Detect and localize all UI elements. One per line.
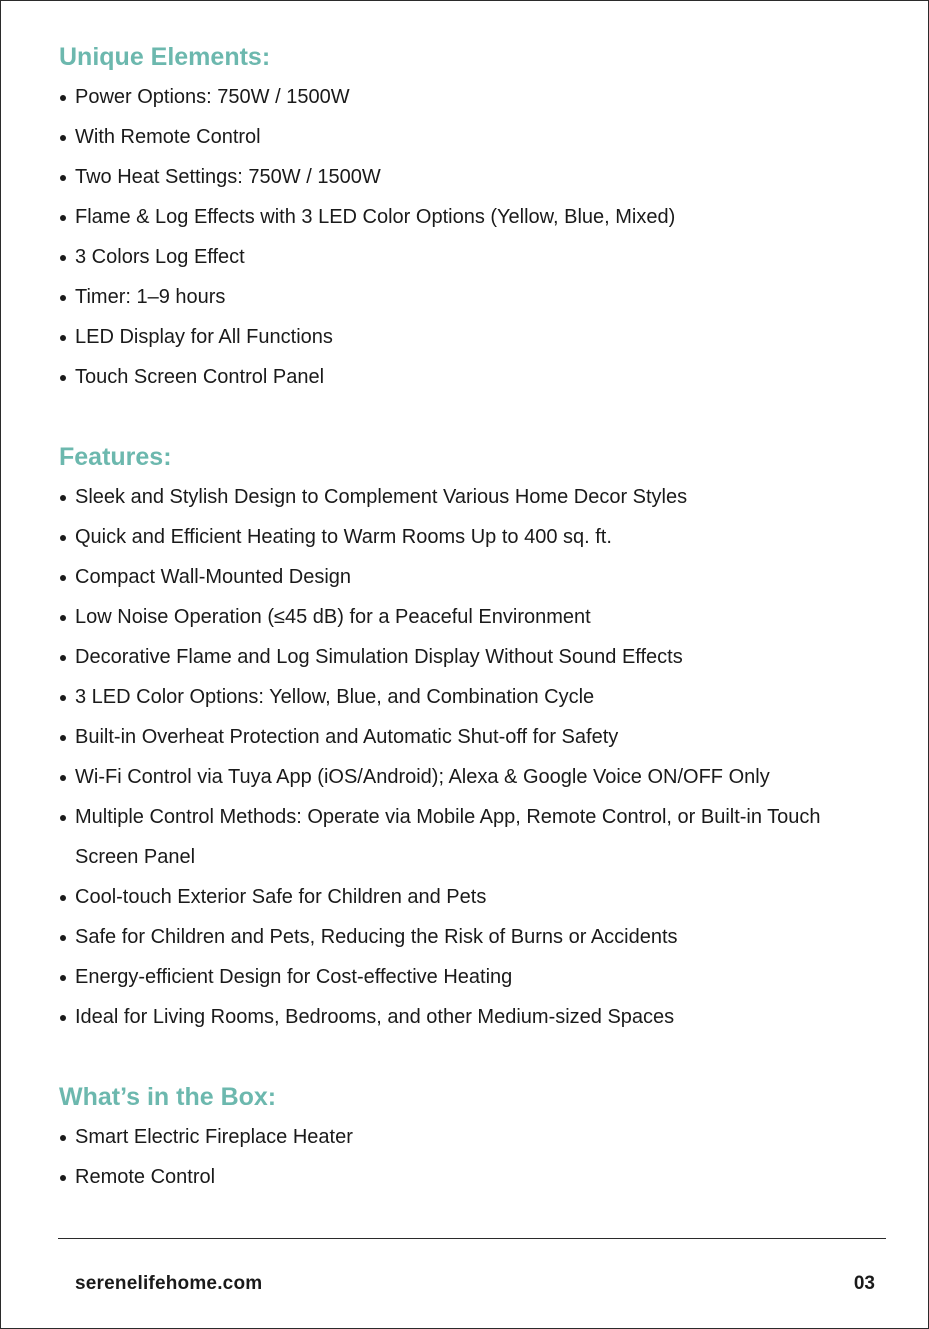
footer-divider [58, 1238, 886, 1239]
footer-website: serenelifehome.com [75, 1273, 263, 1294]
list-item: Timer: 1–9 hours [59, 277, 879, 317]
list-item: Energy-efficient Design for Cost-effective Heating [59, 957, 879, 997]
list-item: Decorative Flame and Log Simulation Display Without Sound Effects [59, 637, 879, 677]
list-item: Flame & Log Effects with 3 LED Color Options (Yellow, Blue, Mixed) [59, 197, 879, 237]
list-item: Low Noise Operation (≤45 dB) for a Peaceful Environment [59, 597, 879, 637]
list-item: Two Heat Settings: 750W / 1500W [59, 157, 879, 197]
list-item: Safe for Children and Pets, Reducing the Risk of Burns or Accidents [59, 917, 879, 957]
whats-in-the-box-heading: What’s in the Box: [59, 1083, 277, 1111]
list-item: LED Display for All Functions [59, 317, 879, 357]
list-item: Wi-Fi Control via Tuya App (iOS/Android); Alexa & Google Voice ON/OFF Only [59, 757, 879, 797]
whats-in-the-box-list [59, 1117, 879, 1197]
features-heading: Features: [59, 443, 172, 471]
unique-elements-list [59, 77, 879, 397]
features-list [59, 477, 879, 1037]
unique-elements-section [59, 37, 879, 397]
list-item: 3 LED Color Options: Yellow, Blue, and Combination Cycle [59, 677, 879, 717]
page-number: 03 [853, 1273, 875, 1294]
list-item: Sleek and Stylish Design to Complement Various Home Decor Styles [59, 477, 879, 517]
list-item: Power Options: 750W / 1500W [59, 77, 879, 117]
list-item: Quick and Efficient Heating to Warm Rooms Up to 400 sq. ft. [59, 517, 879, 557]
list-item: Ideal for Living Rooms, Bedrooms, and other Medium-sized Spaces [59, 997, 879, 1037]
list-item: Built-in Overheat Protection and Automatic Shut-off for Safety [59, 717, 879, 757]
list-item: Compact Wall-Mounted Design [59, 557, 879, 597]
list-item: Remote Control [59, 1157, 879, 1197]
list-item: Smart Electric Fireplace Heater [59, 1117, 879, 1157]
list-item: With Remote Control [59, 117, 879, 157]
unique-elements-heading: Unique Elements: [59, 43, 271, 71]
list-item: Multiple Control Methods: Operate via Mobile App, Remote Control, or Built-in Touch Screen Panel [59, 797, 879, 877]
whats-in-the-box-section [59, 1077, 879, 1197]
list-item: Cool-touch Exterior Safe for Children and Pets [59, 877, 879, 917]
list-item: Touch Screen Control Panel [59, 357, 879, 397]
features-section [59, 437, 879, 1037]
list-item: 3 Colors Log Effect [59, 237, 879, 277]
